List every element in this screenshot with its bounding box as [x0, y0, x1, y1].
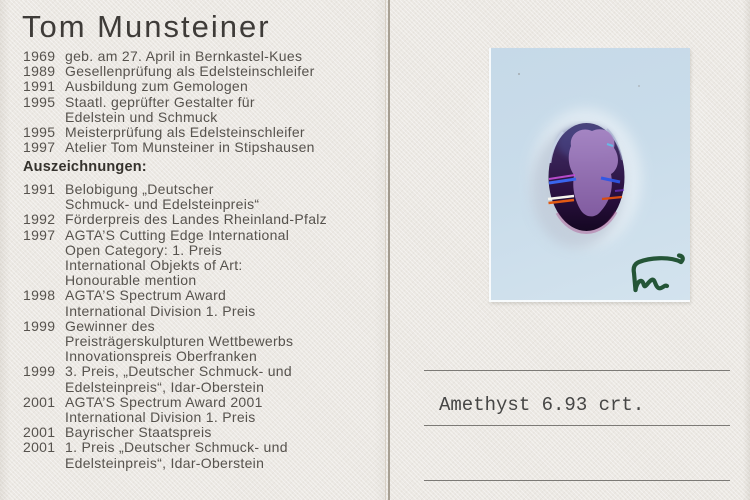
entry-year: 1995	[23, 93, 56, 110]
timeline-entry	[23, 182, 373, 212]
entry-text: AGTA’S Spectrum Award International Division 1. Preis	[65, 287, 256, 319]
biography-list	[23, 49, 368, 155]
page-title: Tom Munsteiner	[22, 9, 271, 44]
entry-text: 1. Preis „Deutscher Schmuck- und Edelsteinpreis“, Idar-Oberstein	[65, 439, 288, 471]
entry-text: Staatl. geprüfter Gestalter für Edelstein und Schmuck	[65, 93, 255, 125]
entry-text: Ausbildung zum Gemologen	[65, 78, 249, 95]
entry-text: Atelier Tom Munsteiner in Stipshausen	[65, 139, 315, 156]
timeline-entry	[23, 228, 373, 289]
timeline-entry	[23, 49, 368, 64]
entry-year: 1969	[23, 48, 56, 64]
entry-text: 3. Preis, „Deutscher Schmuck- und Edelsteinpreis“, Idar-Oberstein	[65, 363, 292, 395]
ruled-line-middle	[424, 425, 730, 426]
entry-year: 1998	[23, 287, 56, 304]
fold-shadow	[374, 0, 385, 500]
timeline-entry	[23, 64, 368, 79]
awards-heading: Auszeichnungen:	[23, 159, 147, 175]
entry-year: 1999	[23, 317, 56, 334]
entry-text: Bayrischer Staatspreis	[65, 424, 212, 441]
entry-year: 1997	[23, 226, 56, 243]
entry-text: Belobigung „Deutscher Schmuck- und Edelsteinpreis“	[65, 181, 260, 213]
entry-year: 1992	[23, 211, 56, 228]
artist-signature	[623, 253, 687, 297]
entry-text: Gewinner des Preisträgerskulpturen Wettbewerbs Innovationspreis Oberfranken	[65, 317, 294, 365]
page-edge-right	[743, 0, 750, 500]
timeline-entry	[23, 319, 373, 365]
entry-text: Förderpreis des Landes Rheinland-Pfalz	[65, 211, 327, 228]
entry-year: 1989	[23, 63, 56, 80]
awards-list	[23, 182, 373, 471]
timeline-entry	[23, 395, 373, 425]
ruled-line-top	[424, 370, 730, 371]
entry-year: 1991	[23, 181, 56, 197]
entry-year: 1997	[23, 139, 56, 156]
timeline-entry	[23, 212, 373, 227]
entry-text: AGTA’S Cutting Edge International Open Category: 1. Preis International Objekts of Art: Honourable mention	[65, 226, 290, 289]
entry-year: 2001	[23, 439, 56, 456]
gem-photo	[489, 48, 690, 302]
entry-text: geb. am 27. April in Bernkastel-Kues	[65, 48, 303, 64]
entry-year: 1995	[23, 124, 56, 141]
timeline-entry	[23, 425, 373, 440]
page-edge-left	[0, 0, 10, 500]
right-page	[390, 0, 750, 500]
timeline-entry	[23, 288, 373, 318]
timeline-entry	[23, 440, 373, 470]
timeline-entry	[23, 125, 368, 140]
entry-text: Gesellenprüfung als Edelsteinschleifer	[65, 63, 315, 80]
gem-caption: Amethyst 6.93 crt.	[439, 394, 645, 416]
timeline-entry	[23, 364, 373, 394]
entry-text: Meisterprüfung als Edelsteinschleifer	[65, 124, 305, 141]
timeline-entry	[23, 140, 368, 155]
timeline-entry	[23, 95, 368, 125]
entry-year: 2001	[23, 424, 56, 441]
entry-year: 1991	[23, 78, 56, 95]
timeline-entry	[23, 79, 368, 94]
fold-crease-light	[385, 0, 386, 500]
entry-year: 1999	[23, 363, 56, 380]
entry-year: 2001	[23, 393, 56, 410]
ruled-line-bottom	[424, 480, 730, 481]
entry-text: AGTA’S Spectrum Award 2001 International Division 1. Preis	[65, 393, 263, 426]
